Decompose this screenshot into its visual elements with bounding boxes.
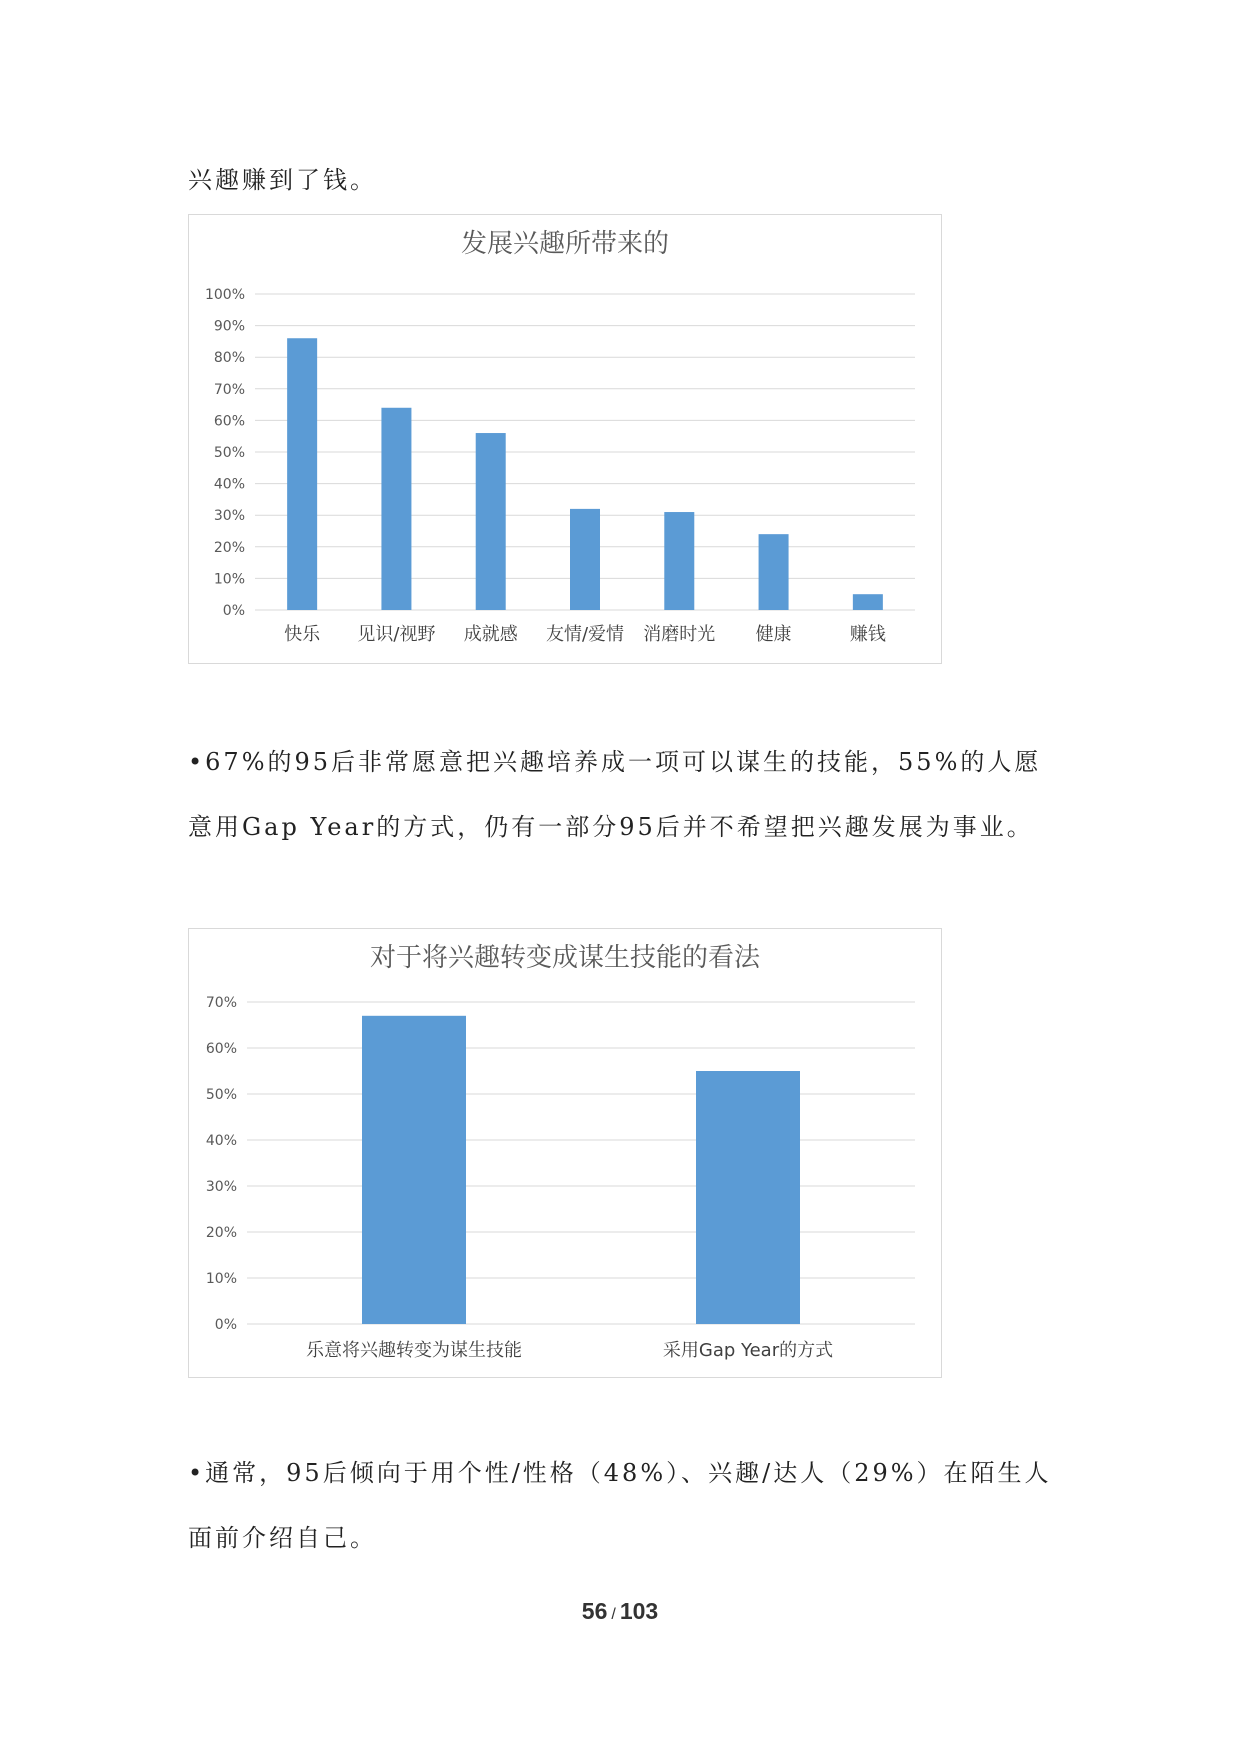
- page-total: 103: [619, 1598, 659, 1624]
- x-category-label: 消磨时光: [643, 624, 716, 645]
- x-category-label: 赚钱: [849, 624, 886, 645]
- paragraph-3: •通常，95后倾向于用个性/性格（48%）、兴趣/达人（29%）在陌生人面前介绍自己。: [188, 1459, 1052, 1552]
- paragraph-1: 兴趣赚到了钱。: [188, 166, 377, 194]
- y-tick-label: 60%: [213, 413, 245, 430]
- y-tick-label: 30%: [205, 1179, 237, 1195]
- y-tick-label: 30%: [213, 508, 245, 525]
- x-category-label: 友情/爱情: [545, 624, 625, 645]
- page-current: 56: [581, 1598, 608, 1624]
- x-category-label: 成就感: [463, 624, 518, 645]
- bar-5: [664, 512, 694, 610]
- chart-title: 发展兴趣所带来的: [460, 229, 670, 259]
- bar-chart-interest-benefits: [189, 215, 941, 663]
- y-tick-label: 60%: [205, 1041, 237, 1057]
- y-tick-label: 90%: [213, 318, 245, 335]
- bar-6: [759, 534, 789, 610]
- bar-4: [570, 509, 600, 610]
- x-category-label: 采用Gap Year的方式: [662, 1340, 834, 1361]
- y-tick-label: 70%: [205, 995, 237, 1011]
- bar-3: [476, 433, 506, 610]
- chart-title: 对于将兴趣转变成谋生技能的看法: [369, 943, 761, 973]
- paragraph-2: •67%的95后非常愿意把兴趣培养成一项可以谋生的技能，55%的人愿意用Gap Year的方式，仍有一部分95后并不希望把兴趣发展为事业。: [188, 748, 1042, 841]
- bar-7: [853, 594, 883, 610]
- bar-2: [381, 408, 411, 610]
- chart-interest-to-skill: [188, 928, 942, 1378]
- bar-1: [287, 338, 317, 610]
- x-category-label: 乐意将兴趣转变为谋生技能: [306, 1340, 522, 1361]
- y-tick-label: 20%: [205, 1225, 237, 1241]
- y-tick-label: 50%: [213, 445, 245, 461]
- x-category-label: 健康: [755, 624, 792, 645]
- bar-2: [696, 1071, 800, 1324]
- y-tick-label: 10%: [205, 1271, 237, 1287]
- y-tick-label: 0%: [222, 603, 245, 619]
- y-tick-label: 40%: [205, 1133, 237, 1149]
- y-tick-label: 70%: [213, 381, 245, 398]
- bar-1: [362, 1016, 466, 1324]
- y-tick-label: 100%: [204, 287, 245, 303]
- page-separator: /: [611, 1606, 616, 1623]
- y-tick-label: 20%: [213, 539, 245, 556]
- y-tick-label: 50%: [205, 1087, 237, 1103]
- y-tick-label: 80%: [213, 350, 245, 367]
- page-number: [0, 1598, 1240, 1625]
- x-category-label: 快乐: [284, 624, 321, 645]
- y-tick-label: 40%: [213, 476, 245, 493]
- bar-chart-interest-to-skill: [189, 929, 941, 1377]
- chart-interest-benefits: [188, 214, 942, 664]
- y-tick-label: 10%: [213, 571, 245, 588]
- x-category-label: 见识/视野: [357, 624, 436, 645]
- y-tick-label: 0%: [214, 1317, 237, 1333]
